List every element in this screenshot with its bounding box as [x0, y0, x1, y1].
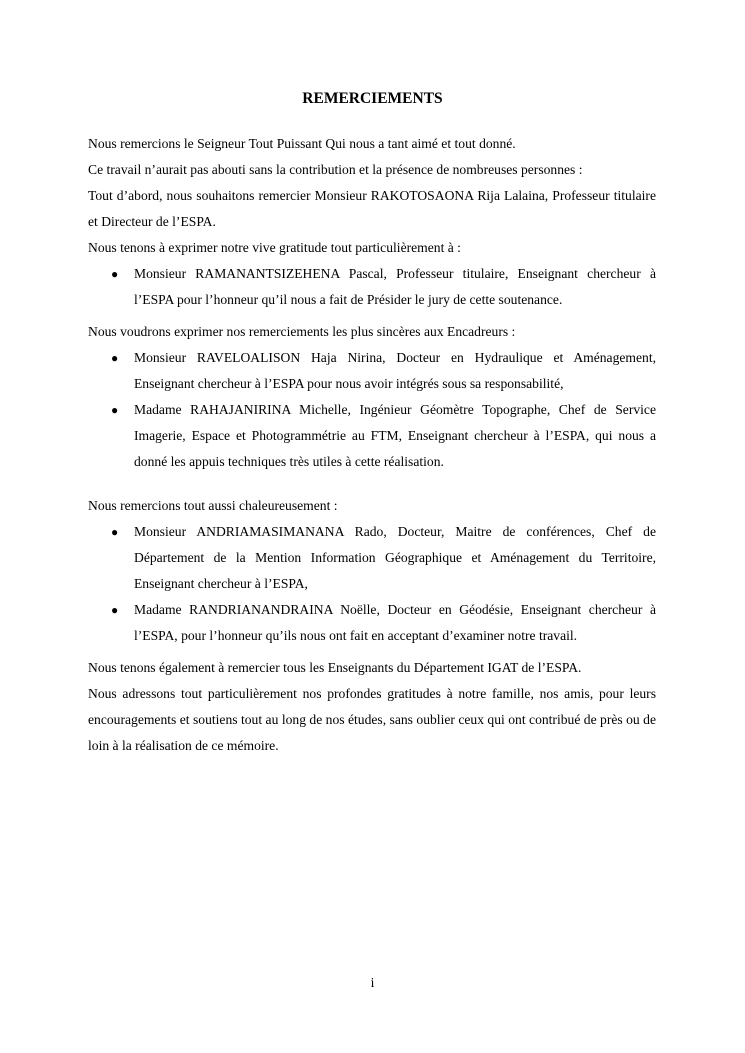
paragraph-enseignants: Nous tenons également à remercier tous les Enseignants du Département IGAT de l’ESPA. — [88, 660, 582, 675]
encadreurs-list — [88, 345, 656, 475]
list-item — [88, 397, 656, 475]
bullet-icon: ● — [111, 267, 119, 281]
list-item — [88, 345, 656, 397]
bullet-icon: ● — [111, 603, 119, 617]
bullet-icon: ● — [111, 403, 119, 417]
examinateurs-list — [88, 519, 656, 649]
page-title: REMERCIEMENTS — [302, 90, 443, 107]
paragraph-director: Tout d’abord, nous souhaitons remercier Monsieur RAKOTOSAONA Rija Lalaina, Professeur titulaire et Directeur de l’ESPA. — [88, 188, 656, 229]
paragraph-encadreurs-intro: Nous voudrons exprimer nos remerciements les plus sincères aux Encadreurs : — [88, 324, 516, 339]
list-item-text: Madame RAHAJANIRINA Michelle, Ingénieur Géomètre Topographe, Chef de Service Imagerie, Espace et Photogrammétrie au FTM, Enseignant chercheur à l’ESPA, qui nous a donné les appuis techniques très utiles à cette réalisation. — [134, 402, 656, 469]
paragraph-thanks-lord: Nous remercions le Seigneur Tout Puissant Qui nous a tant aimé et tout donné. — [88, 136, 516, 151]
list-item — [88, 261, 656, 313]
list-item-text: Monsieur RAMANANTSIZEHENA Pascal, Professeur titulaire, Enseignant chercheur à l’ESPA pour l’honneur qu’il nous a fait de Présider le jury de cette soutenance. — [134, 266, 656, 307]
list-item-text: Monsieur ANDRIAMASIMANANA Rado, Docteur, Maitre de conférences, Chef de Département de la Mention Information Géographique et Aménagement du Territoire, Enseignant chercheur à l’ESPA, — [134, 524, 656, 591]
list-item-text: Madame RANDRIANANDRAINA Noëlle, Docteur en Géodésie, Enseignant chercheur à l’ESPA, pour l’honneur qu’ils nous ont fait en acceptant d’examiner notre travail. — [134, 602, 656, 643]
bullet-icon: ● — [111, 525, 119, 539]
paragraph-gratitude-intro: Nous tenons à exprimer notre vive gratitude tout particulièrement à : — [88, 240, 461, 255]
page-number: i — [370, 975, 375, 990]
paragraph-intro: Ce travail n’aurait pas abouti sans la contribution et la présence de nombreuses personnes : — [88, 162, 583, 177]
list-item — [88, 519, 656, 597]
list-item — [88, 597, 656, 649]
jury-list — [88, 261, 656, 313]
list-item-text: Monsieur RAVELOALISON Haja Nirina, Docteur en Hydraulique et Aménagement, Enseignant chercheur à l’ESPA pour nous avoir intégrés sous sa responsabilité, — [134, 350, 656, 391]
page-content — [88, 131, 656, 759]
paragraph-family: Nous adressons tout particulièrement nos profondes gratitudes à notre famille, nos amis, pour leurs encouragements et soutiens tout au long de nos études, sans oublier ceux qui ont contribué de près ou de loin à la réalisation de ce mémoire. — [88, 686, 656, 753]
bullet-icon: ● — [111, 351, 119, 365]
paragraph-examinateurs-intro: Nous remercions tout aussi chaleureusement : — [88, 498, 338, 513]
